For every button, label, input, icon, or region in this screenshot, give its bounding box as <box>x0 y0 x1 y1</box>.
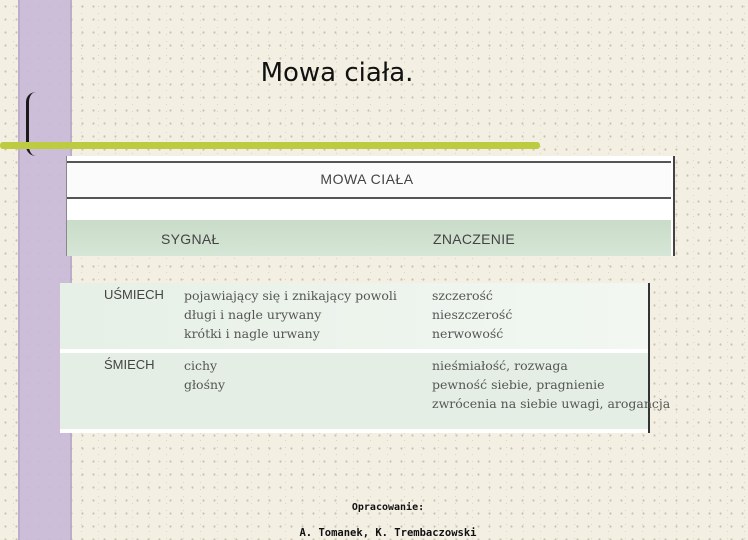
meaning-item: szczerość <box>432 288 493 303</box>
meaning-item: nieszczerość <box>432 307 513 322</box>
signal-item: głośny <box>184 377 226 392</box>
footer-authors: A. Tomanek, K. Trembaczowski <box>299 527 477 539</box>
meaning-item: pewność siebie, pragnienie <box>432 377 605 392</box>
signal-item: długi i nagle urywany <box>184 307 322 322</box>
decorative-accent-line <box>0 142 540 149</box>
signal-cell <box>184 286 397 343</box>
meaning-cell <box>432 356 671 413</box>
table-caption: MOWA CIAŁA <box>320 171 414 187</box>
meaning-item: nerwowość <box>432 326 504 341</box>
table-header <box>66 156 675 256</box>
column-header-signal: SYGNAŁ <box>161 231 220 247</box>
row-label: ŚMIECH <box>104 357 155 372</box>
table-row <box>60 283 648 349</box>
meaning-item: nieśmiałość, rozwaga <box>432 358 568 373</box>
signal-item: cichy <box>184 358 218 373</box>
meaning-cell <box>432 286 512 343</box>
table-row <box>60 353 671 429</box>
table-caption-bar <box>67 161 671 199</box>
table-body <box>60 283 671 433</box>
column-header-meaning: ZNACZENIE <box>433 231 516 247</box>
signal-item: pojawiający się i znikający powoli <box>184 288 397 303</box>
footer-label: Opracowanie: <box>351 502 425 513</box>
signal-cell <box>184 356 225 394</box>
slide-title: Mowa ciała. <box>260 58 414 88</box>
meaning-item: zwrócenia na siebie uwagi, arogancja <box>432 396 671 411</box>
signal-item: krótki i nagle urwany <box>184 326 320 341</box>
row-label: UŚMIECH <box>104 287 164 302</box>
column-header-band <box>67 220 671 256</box>
